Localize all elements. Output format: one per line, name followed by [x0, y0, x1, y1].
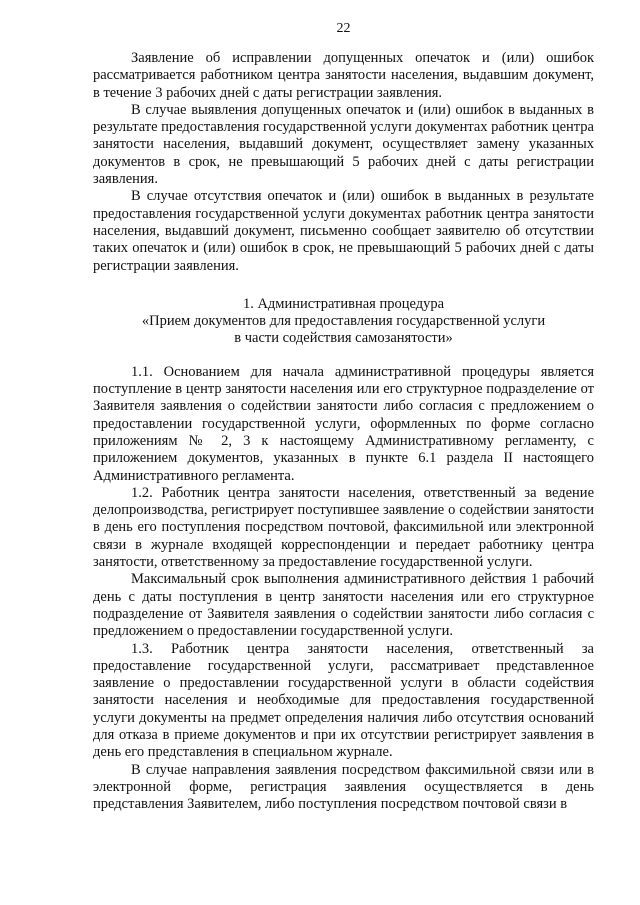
section-heading	[93, 296, 594, 348]
heading-line-1: 1. Административная процедура	[242, 295, 445, 312]
paragraph-1-1: 1.1. Основанием для начала административной процедуры является поступление в центр занятости населения или его структурное подразделение от Заявителя заявления о содействии занятости либо согласия с предложением о предоставлении государственной услуги, оформленных по форме согласно приложениям № 2, 3 к настоящему Административному регламенту, с приложением документов, указанных в пункте 6.1 раздела II настоящего Административного регламента.	[93, 363, 594, 484]
paragraph-1-2: 1.2. Работник центра занятости населения, ответственный за ведение делопроизводства, регистрирует поступившее заявление о содействии занятости в день его поступления посредством почтовой, факсимильной или электронной связи в журнале входящей корреспонденции и передает работнику центра занятости, ответственному за предоставление государственной услуги.	[93, 484, 594, 571]
paragraph-1-3: 1.3. Работник центра занятости населения, ответственный за предоставление государственной услуги, рассматривает представленное заявление о предоставлении государственной услуги в области содействия занятости населения и необходимые для предоставления государственной услуги документы на предмет определения наличия либо отсутствия оснований для отказа в приеме документов и при их отсутствии регистрирует заявления в день его представления в специальном журнале.	[93, 640, 594, 761]
paragraph-max-term: Максимальный срок выполнения административного действия 1 рабочий день с даты поступления в центр занятости населения или его структурное подразделение от Заявителя заявления о содействии занятости либо согласия с предложением о предоставлении государственной услуги.	[93, 571, 594, 640]
paragraph-fax-electronic: В случае направления заявления посредством факсимильной связи или в электронной форме, регистрация заявления осуществляется в день представления Заявителем, либо поступления посредством почтовой связи в	[93, 761, 594, 813]
paragraph-no-errors: В случае отсутствия опечаток и (или) ошибок в выданных в результате предоставления государственной услуги документах работник центра занятости населения, выдавший документ, письменно сообщает заявителю об отсутствии таких опечаток и (или) ошибок в срок, не превышающий 5 рабочих дней с даты регистрации заявления.	[93, 188, 594, 274]
paragraph-errors-found: В случае выявления допущенных опечаток и (или) ошибок в выданных в результате предоставления государственной услуги документах работник центра занятости населения, выдавший документ, осуществляет замену указанных документов в срок, не превышающий 5 рабочих дней с даты регистрации заявления.	[93, 101, 594, 188]
paragraph-correction-review: Заявление об исправлении допущенных опечаток и (или) ошибок рассматривается работником центра занятости населения, выдавшим документ, в течение 3 рабочих дней с даты регистрации заявления.	[93, 50, 594, 101]
heading-line-3: в части содействия самозанятости»	[234, 330, 453, 347]
heading-line-2: «Прием документов для предоставления государственной услуги	[141, 313, 546, 330]
page-number: 22	[336, 21, 351, 36]
